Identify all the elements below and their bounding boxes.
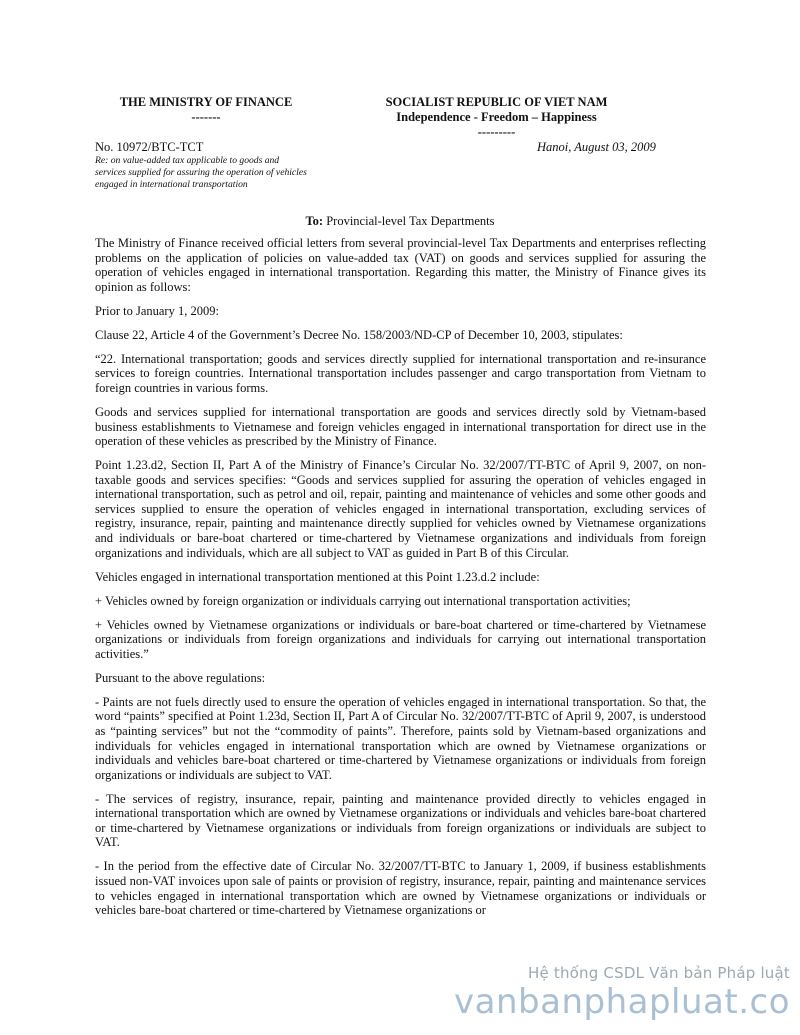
recipient-line <box>0 214 800 229</box>
body-paragraph: Goods and services supplied for international transportation are goods and services directly sold by Vietnam-based business establishments to Vietnamese and foreign vehicles engaged in international transportation for direct use in the operation of these vehicles as prescribed by the Ministry of Finance. <box>95 404 706 449</box>
issue-date: Hanoi, August 03, 2009 <box>537 140 656 154</box>
national-motto: Independence - Freedom – Happiness <box>396 110 597 124</box>
document-subject: Re: on value-added tax applicable to goods and services supplied for assuring the operation of vehicles engaged in international transportation <box>95 155 307 190</box>
recipient-name: Provincial-level Tax Departments <box>323 214 495 228</box>
body-paragraph: Pursuant to the above regulations: <box>95 670 266 685</box>
document-number: No. 10972/BTC-TCT <box>95 140 204 154</box>
issuer-block <box>95 95 317 125</box>
national-title-block <box>375 95 618 140</box>
recipient-label: To: <box>305 214 324 228</box>
watermark-tagline: Hệ thống CSDL Văn bản Pháp luật <box>527 964 790 982</box>
body-paragraph: “22. International transportation; goods and services directly supplied for international transportation and re-insurance services to foreign countries. International transportation includes passenger and cargo transportation from Vietnam to foreign countries in various forms. <box>95 351 706 395</box>
body-paragraph: Vehicles engaged in international transportation mentioned at this Point 1.23.d.2 include: <box>95 569 540 584</box>
issuer-name: THE MINISTRY OF FINANCE <box>119 95 293 109</box>
watermark-domain: vanbanphapluat.co <box>454 982 790 1022</box>
body-paragraph: + Vehicles owned by foreign organization or individuals carrying out international transportation activities; <box>95 593 631 608</box>
issuer-divider: ------- <box>191 110 221 124</box>
body-paragraph: Prior to January 1, 2009: <box>95 303 219 318</box>
body-paragraph: The Ministry of Finance received official letters from several provincial-level Tax Departments and enterprises reflecting problems on the application of policies on value-added tax (VAT) on goods and services supplied for assuring the operation of vehicles engaged in international transportation. Regarding this matter, the Ministry of Finance gives its opinion as follows: <box>95 236 706 294</box>
body-paragraph: Clause 22, Article 4 of the Government’s Decree No. 158/2003/ND-CP of December 10, 2003, stipulates: <box>95 327 623 342</box>
body-paragraph: - The services of registry, insurance, repair, painting and maintenance provided directly to vehicles engaged in international transportation which are owned by Vietnamese organizations or individuals and vehicles bare-boat chartered or time-chartered by Vietnamese organizations or individuals from foreign organizations or individuals are subject to VAT. <box>95 791 706 850</box>
body-paragraph: - In the period from the effective date of Circular No. 32/2007/TT-BTC to January 1, 2009, if business establishments issued non-VAT invoices upon sale of paints or provision of registry, insurance, repair, painting and maintenance services to vehicles engaged in international transportation which are owned by Vietnamese organizations or individuals or vehicles bare-boat chartered or time-chartered by Vietnamese organizations or <box>95 859 706 918</box>
body-paragraph: + Vehicles owned by Vietnamese organizations or individuals or bare-boat chartered or time-chartered by Vietnamese organizations or individuals from foreign organizations and individuals for carrying out international transportation activities.” <box>95 617 706 661</box>
motto-divider: --------- <box>477 125 516 139</box>
body-paragraph: - Paints are not fuels directly used to ensure the operation of vehicles engaged in international transportation. So that, the word “paints” specified at Point 1.23d, Section II, Part A of Circular No. 32/2007/TT-BTC of April 9, 2007, is understood as “painting services” but not the “commodity of paints”. Therefore, paints sold by Vietnam-based organizations and individuals for vehicles engaged in international transportation which are owned by Vietnamese organizations or individuals and vehicles bare-boat chartered or time-chartered by Vietnamese organizations or individuals from foreign organizations or individuals are subject to VAT. <box>95 694 706 782</box>
body-paragraph: Point 1.23.d2, Section II, Part A of the Ministry of Finance’s Circular No. 32/2007/TT-BTC of April 9, 2007, on non-taxable goods and services specifies: “Goods and services supplied for assuring the operation of vehicles engaged in international transportation, such as petrol and oil, repair, painting and maintenance of vehicles and some other goods and services supplied to ensure the operation of vehicles engaged in international transportation, excluding services of registry, insurance, repair, painting and maintenance directly supplied for vehicles owned by Vietnamese organizations and individuals or bare-boat chartered or time-chartered by Vietnamese organizations and individuals from foreign organizations and individuals, which are all subject to VAT as guided in Part B of this Circular. <box>95 458 706 560</box>
document-body <box>95 236 706 927</box>
site-watermark <box>454 964 790 1022</box>
country-name: SOCIALIST REPUBLIC OF VIET NAM <box>385 95 608 109</box>
